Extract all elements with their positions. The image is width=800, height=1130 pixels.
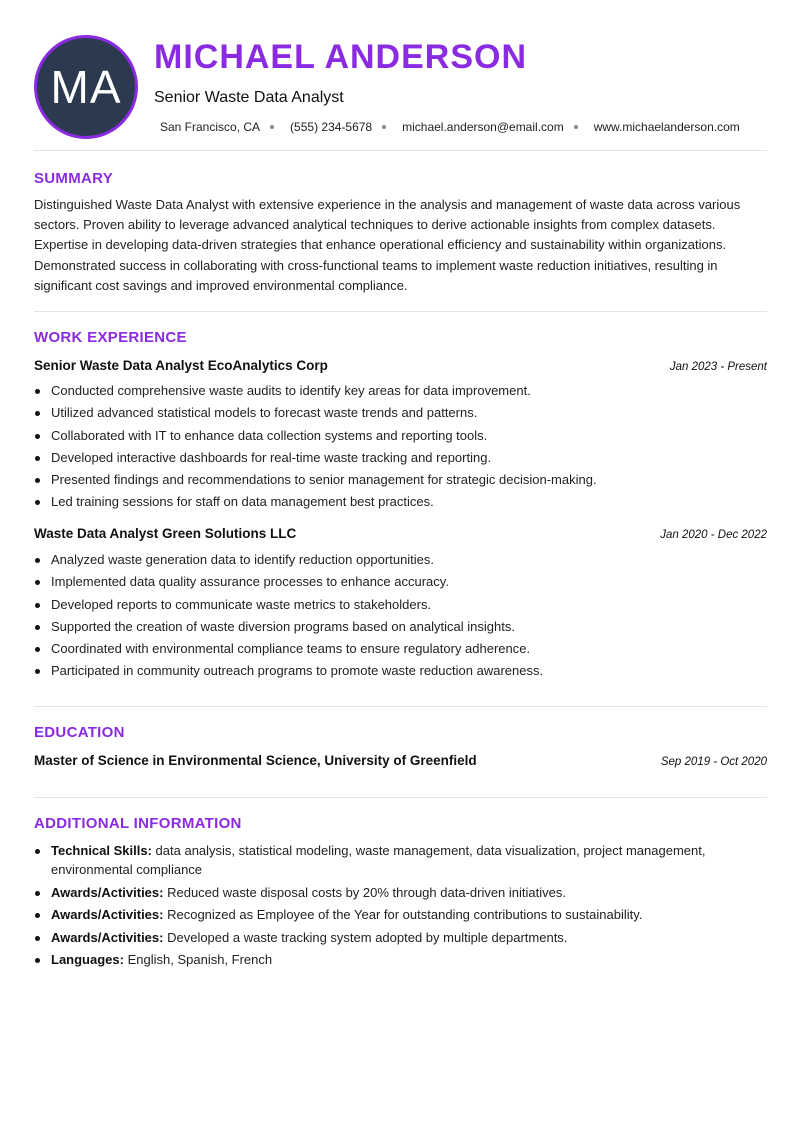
item-text: Developed a waste tracking system adopted by multiple departments. [167,929,568,945]
separator-dot [382,125,386,129]
additional-list [34,841,767,973]
list-item: Led training sessions for staff on data management best practices. [51,491,767,513]
contact-phone: (555) 234-5678 [290,120,373,134]
list-item: Conducted comprehensive waste audits to identify key areas for data improvement. [51,380,767,402]
list-item: Utilized advanced statistical models to forecast waste trends and patterns. [51,402,767,424]
item-text: Recognized as Employee of the Year for outstanding contributions to sustainability. [167,907,643,922]
education-degree: Master of Science in Environmental Science, University of Greenfield [34,753,477,768]
list-item: Collaborated with IT to enhance data collection systems and reporting tools. [51,425,767,447]
job-dates: Jan 2020 - Dec 2022 [660,529,767,541]
list-item: Developed interactive dashboards for real-time waste tracking and reporting. [51,447,767,469]
list-item: Presented findings and recommendations to senior management for strategic decision-making. [51,469,767,491]
education-header [34,753,767,768]
section-title-experience: WORK EXPERIENCE [34,329,187,346]
job-dates: Jan 2023 - Present [669,361,767,373]
contact-website[interactable]: www.michaelanderson.com [593,120,740,134]
item-label: Awards/Activities: [51,929,164,945]
item-label: Awards/Activities: [51,907,164,922]
contact-location: San Francisco, CA [160,120,261,134]
separator-dot [270,125,274,129]
item-text: Reduced waste disposal costs by 20% through data-driven initiatives. [167,884,566,900]
list-item [51,905,767,924]
candidate-name: MICHAEL ANDERSON [154,38,528,76]
job-header [34,526,767,541]
job-bullets [34,549,767,683]
list-item: Developed reports to communicate waste metrics to stakeholders. [51,594,767,616]
section-title-additional: ADDITIONAL INFORMATION [34,815,242,832]
section-title-education: EDUCATION [34,724,125,741]
item-text: English, Spanish, French [127,952,273,967]
list-item: Participated in community outreach programs to promote waste reduction awareness. [51,660,767,682]
list-item [51,841,767,879]
avatar-initials: MA [50,61,122,113]
divider [34,150,767,151]
item-label: Technical Skills: [51,843,152,858]
section-title-summary: SUMMARY [34,170,114,187]
job-title: Waste Data Analyst Green Solutions LLC [34,526,297,541]
education-dates: Sep 2019 - Oct 2020 [660,756,767,768]
job-title: Senior Waste Data Analyst EcoAnalytics Corp [34,358,328,373]
avatar [34,35,138,139]
item-label: Awards/Activities: [51,884,164,900]
list-item [51,950,767,969]
separator-dot [574,125,578,129]
list-item: Analyzed waste generation data to identify reduction opportunities. [51,549,767,571]
divider [34,797,767,798]
job-header [34,358,767,373]
list-item [51,928,767,947]
item-label: Languages: [51,952,124,967]
item-text: data analysis, statistical modeling, waste management, data visualization, project management, environmental compliance [51,843,706,877]
candidate-headline: Senior Waste Data Analyst [154,89,344,106]
job-bullets [34,380,767,514]
list-item: Implemented data quality assurance processes to enhance accuracy. [51,571,767,593]
divider [34,706,767,707]
contact-email[interactable]: michael.anderson@email.com [402,120,564,134]
list-item: Coordinated with environmental compliance teams to ensure regulatory adherence. [51,638,767,660]
summary-text: Distinguished Waste Data Analyst with extensive experience in the analysis and management of waste data across various sectors. Proven ability to leverage advanced analytical techniques to derive actionable insights from complex datasets. Expertise in developing data-driven strategies that enhance operational efficiency and sustainability within organizations. Demonstrated success in collaborating with cross-functional teams to implement waste reduction initiatives, resulting in significant cost savings and improved environmental compliance. [34,197,741,293]
divider [34,311,767,312]
list-item: Supported the creation of waste diversion programs based on analytical insights. [51,616,767,638]
list-item [51,883,767,902]
contact-bar [160,120,740,134]
